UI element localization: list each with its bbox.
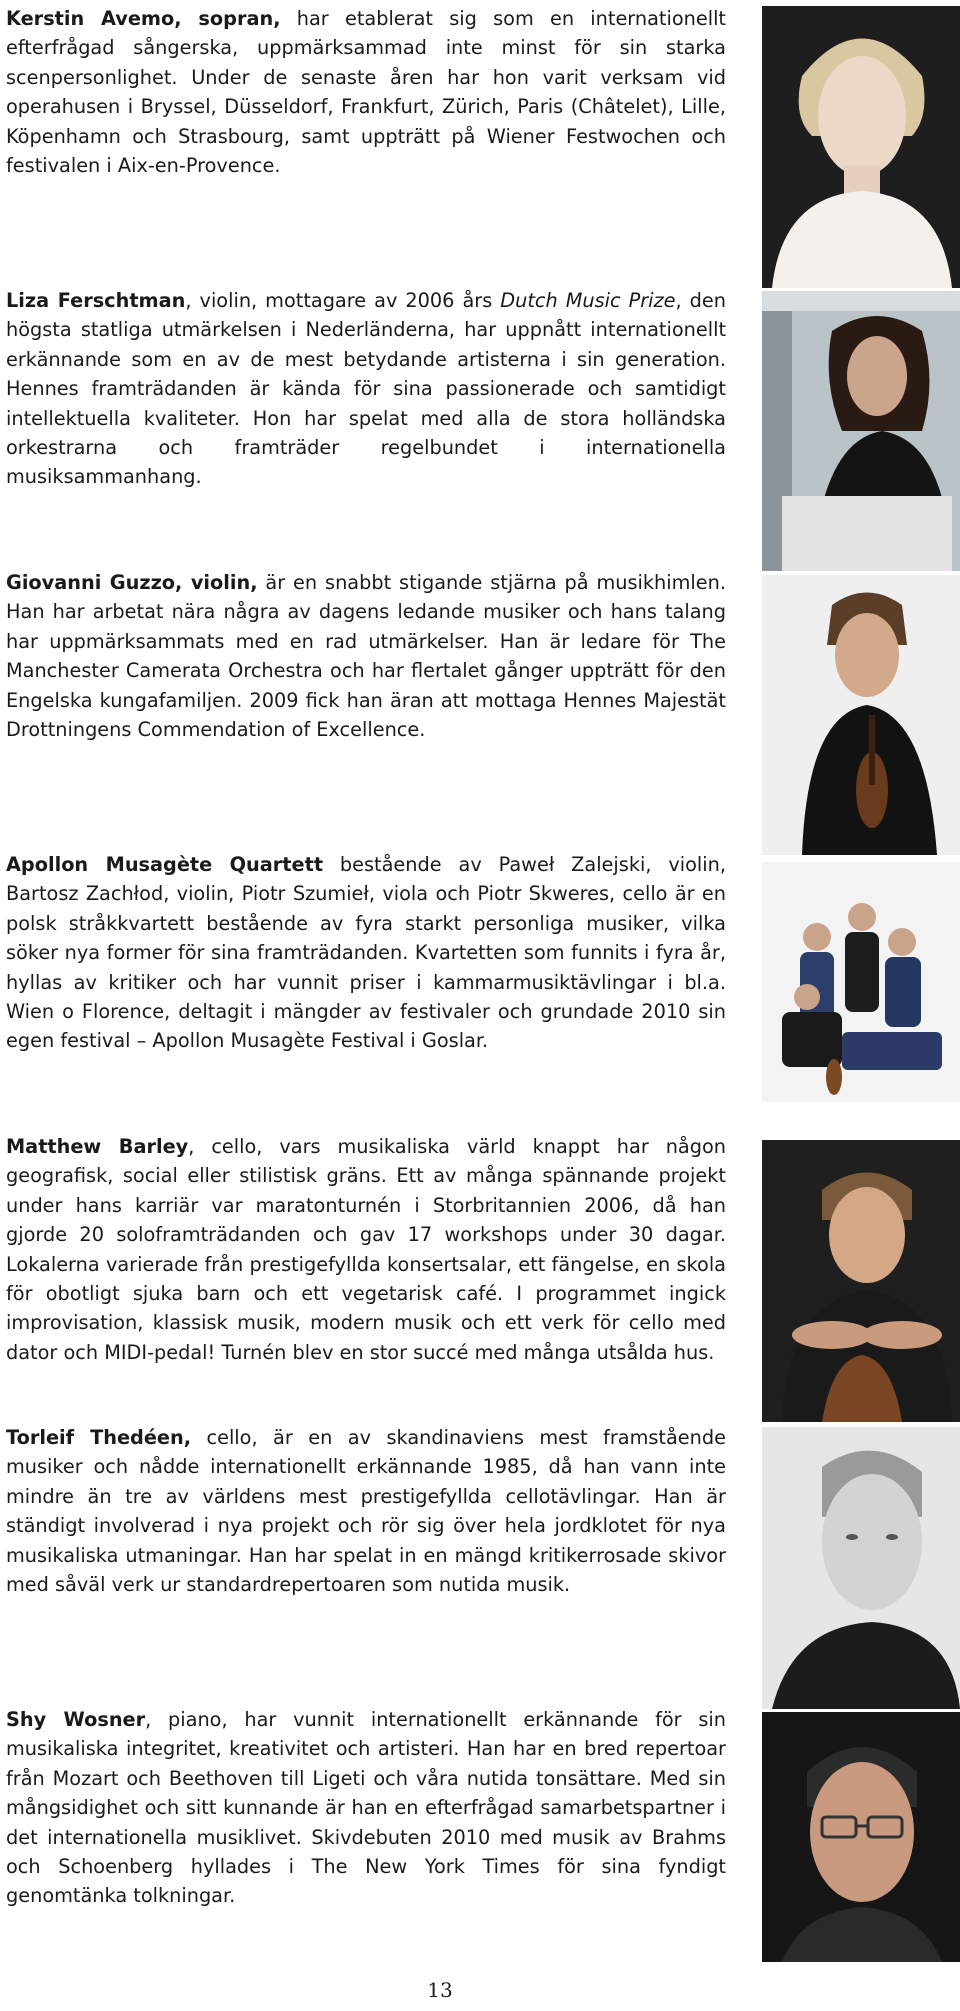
artist-name: Shy Wosner <box>6 1708 146 1731</box>
bio-kerstin-avemo <box>6 4 726 180</box>
bio-text: , cello, vars musikaliska värld knappt har någon geografisk, social eller stilistisk gräns. Ett av många spännande projekt under hans karriär var maratonturnén i Storbritannien 2006, då han gjorde 20 soloframträdanden och gav 17 workshops under 30 dagar. Lokalerna varierade från prestigefyllda konsertsalar, ett fängelse, en skola för obotligt sjuka barn och ett vegetarisk café. I programmet ingick improvisation, klassisk musik, modern musik och ett verk för cello med dator och MIDI-pedal! Turnén blev en stor succé med många utsålda hus. <box>6 1135 726 1364</box>
page-number: 13 <box>427 1978 453 2002</box>
bio-text: bestående av Paweł Zalejski, violin, Bartosz Zachłod, violin, Piotr Szumieł, viola och Piotr Skweres, cello är en polsk stråkkvartett bestående av fyra starkt personliga musiker, vilka söker nya former för sina framträdanden. Kvartetten som funnits i fyra år, hyllas av kritiker och har vunnit priser i kammarmusiktävlingar i bl.a. Wien o Florence, deltagit i mängder av festivaler och grundade 2010 sin egen festival – Apollon Musagète Festival i Goslar. <box>6 853 726 1053</box>
bio-text: cello, är en av skandinaviens mest framstående musiker och nådde internationellt erkännande 1985, då han vann inte mindre än tre av världens mest prestigefyllda cellotävlingar. Han är ständigt involverad i nya projekt och rör sig över hela jordklotet för nya musikaliska utmaningar. Han har spelat in en mängd kritikerrosade skivor med såväl verk ur standardrepertoaren som nutida musik. <box>6 1426 726 1597</box>
photo-torleif-thedeen <box>762 1427 960 1709</box>
bio-liza-ferschtman <box>6 286 726 492</box>
bio-text: har etablerat sig som en internationellt efterfrågad sångerska, uppmärksammad inte minst för sin starka scenpersonlighet. Under de senaste åren har hon varit verksam vid operahusen i Bryssel, Düsseldorf, Frankfurt, Zürich, Paris (Châtelet), Lille, Köpenhamn och Strasbourg, samt uppträtt på Wiener Festwochen och festivalen i Aix-en-Provence. <box>6 7 726 178</box>
photo-matthew-barley <box>762 1140 960 1422</box>
bio-giovanni-guzzo <box>6 568 726 744</box>
artist-name: Torleif Thedéen, <box>6 1426 192 1449</box>
artist-name: Matthew Barley <box>6 1135 189 1158</box>
artist-name: Kerstin Avemo, sopran, <box>6 7 281 30</box>
bio-matthew-barley <box>6 1132 726 1367</box>
bio-text: är en snabbt stigande stjärna på musikhimlen. Han har arbetat nära några av dagens ledande musiker och hans talang har uppmärksammats med en rad utmärkelser. Han är ledare för The Manchester Camerata Orchestra och har flertalet gånger uppträtt för den Engelska kungafamiljen. 2009 fick han äran att mottaga Hennes Majestät Drottningens Commendation of Excellence. <box>6 571 726 742</box>
photo-shy-wosner <box>762 1712 960 1962</box>
photo-liza-ferschtman <box>762 291 960 571</box>
bio-apollon-musagete-quartett <box>6 850 726 1056</box>
bio-text: , den högsta statliga utmärkelsen i Nederländerna, har uppnått internationellt erkännande som en av de mest betydande artisterna i sin generation. Hennes framträdanden är kända för sina passionerade och samtidigt intellektuella kvaliteter. Hon har spelat med alla de stora holländska orkestrarna och framträder regelbundet i internationella musiksammanhang. <box>6 289 726 489</box>
bio-torleif-thedeen <box>6 1423 726 1599</box>
bio-shy-wosner <box>6 1705 726 1911</box>
photo-giovanni-guzzo <box>762 575 960 855</box>
photo-apollon-musagete-quartett <box>762 862 960 1102</box>
prize-name: Dutch Music Prize <box>500 289 676 312</box>
bio-text: , piano, har vunnit internationellt erkännande för sin musikaliska integritet, kreativitet och artisteri. Han har en bred repertoar från Mozart och Beethoven till Ligeti och våra nutida tonsättare. Med sin mångsidighet och sitt kunnande är han en efterfrågad samarbetspartner i det internationella musiklivet. Skivdebuten 2010 med musik av Brahms och Schoenberg hyllades i The New York Times för sina fyndigt genomtänka tolkningar. <box>6 1708 726 1908</box>
artist-name: Apollon Musagète Quartett <box>6 853 324 876</box>
bio-text-before: , violin, mottagare av 2006 års <box>185 289 501 312</box>
artist-name: Giovanni Guzzo, violin, <box>6 571 258 594</box>
photo-kerstin-avemo <box>762 6 960 288</box>
artist-name: Liza Ferschtman <box>6 289 186 312</box>
